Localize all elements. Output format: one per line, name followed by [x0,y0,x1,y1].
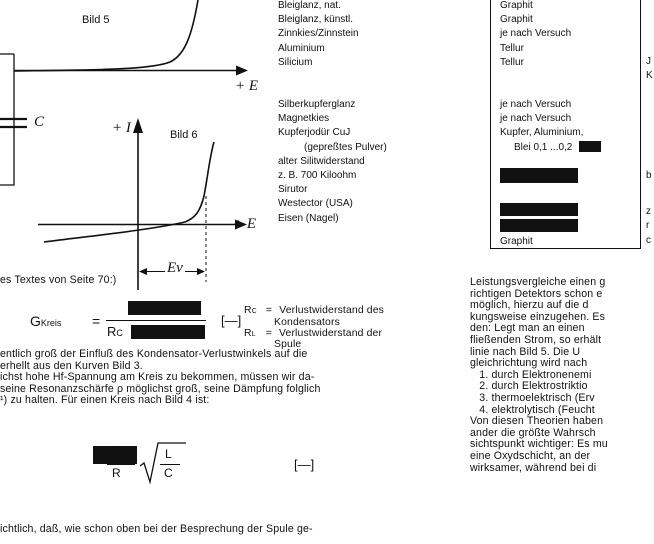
redaction-block [500,168,578,183]
counterpart-item: je nach Versuch [500,99,572,110]
paragraph-2 [0,524,313,536]
ev-label: Ev [167,260,183,276]
counterpart-item: je nach Versuch [500,113,572,125]
formula-quality-factor [0,296,273,346]
right-edge-letter: b [646,170,652,181]
right-column [470,277,608,474]
table-bottom-rule [490,248,641,249]
material-item: Magnetkies [278,113,330,125]
intro-line: es Textes von Seite 70:) [0,274,117,286]
material-item: Silicium [278,56,313,68]
table-vertical-rule [490,0,491,248]
material-item: Eisen (Nagel) [278,212,339,224]
formula2-denominator: R [112,466,121,480]
materials-group-2 [278,98,387,226]
capacitor-label: C [34,114,45,130]
bild6-y-arrow [133,118,143,133]
legend-rc-text: Verlustwiderstand des [279,305,384,316]
material-item: Aluminium [278,42,325,54]
redaction-block [579,141,601,152]
text-line: Leistungsvergleiche einen g [470,276,606,288]
counterparts-group-1 [500,0,571,70]
formula-unit: [—] [221,313,242,328]
material-item: Bleiglanz, nat. [278,0,341,11]
bild5-axis-e-label: + E [235,78,259,94]
ev-arrow-left [139,268,147,275]
text-line: richtigen Detektors schon e [470,287,603,300]
text-line: linie nach Bild 5. Die U [470,345,581,358]
right-edge-letter: K [646,70,653,81]
bild5-label: Bild 5 [82,14,110,26]
formula2-sqrt-denominator: C [164,466,173,480]
table-vertical-rule [640,0,641,248]
legend-rl-symbol: R [244,327,252,339]
right-edge-letter: c [646,235,651,246]
text-line: eine Oxydschicht, an der [470,449,591,462]
legend-rl-text: Verlustwiderstand der [279,327,383,339]
material-item: (gepreßtes Pulver) [304,141,387,153]
paragraph-1 [0,349,321,407]
bild6-curve [44,142,214,242]
legend-rl-text: Spule [274,339,302,351]
sqrt-sign-icon [138,440,188,486]
text-line: entlich groß der Einfluß des Kondensator-Verlustwinkels auf die [0,348,308,360]
formula-equals: = [92,313,101,329]
counterpart-item: Tellur [500,56,524,68]
text-line: erhellt aus den Kurven Bild 3. [0,359,143,372]
material-item: Silberkupferglanz [278,99,356,110]
redaction-block [500,203,578,216]
material-item: Zinnkies/Zinnstein [278,28,359,40]
right-edge-letter: r [646,220,650,231]
text-line: sichtspunkt wichtiger: Es mu [470,438,608,451]
bild5-x-arrow [236,66,248,76]
ev-arrow-right [197,268,205,275]
counterpart-item-row [500,141,601,155]
material-item: Westector (USA) [278,198,353,210]
text-line: ichst hohe Hf-Spannung am Kreis zu bekommen, müssen wir da- [0,371,315,384]
legend-rl-row [244,329,384,341]
formula-r-sub: C [116,328,123,338]
material-item: alter Silitwiderstand [278,155,365,167]
formula2-unit: [—] [294,457,315,472]
counterpart-item: Tellur [500,42,524,54]
bild6-label: Bild 6 [170,129,198,141]
counterpart-last: Graphit [500,236,533,247]
counterpart-item: Graphit [500,14,533,26]
text-line: möglich, hierzu auf die d [470,299,589,312]
legend-rc-eq: = [265,305,273,316]
material-item: Sirutor [278,184,308,196]
bild6-axis-i-label: + I [112,120,131,136]
formula-r: R [107,324,117,339]
right-edge-letter: z [646,206,651,217]
counterpart-item: Blei 0,1 ...0,2 [514,141,573,153]
material-item: Bleiglanz, künstl. [278,14,354,26]
formula-lhs [30,313,61,329]
legend-rl-sub: L [251,330,256,338]
text-line: seine Resonanzschärfe ρ möglichst groß, seine Dämpfung folglich [0,382,321,395]
materials-group-1 [278,0,359,70]
right-edge-letter: J [646,56,651,67]
formula2-numerator: 1 [112,445,118,456]
counterparts-group-2 [500,98,601,155]
text-line: fließenden Strom, so erhält [470,333,602,346]
text-line: ander die größte Wahrsch [470,426,596,439]
text-line: Von diesen Theorien haben [470,415,604,428]
text-line: gleichrichtung wird nach [470,357,588,370]
formula2-sqrt-numerator: L [165,447,172,461]
fraction-bar [106,320,206,321]
formula-sqrt [0,440,400,490]
material-item: z. B. 700 Kiloohm [278,170,357,182]
text-line: ¹) zu halten. Für einen Kreis nach Bild 4 ist: [0,394,210,407]
text-line: 3. thermoelektrisch (Erv [470,391,595,404]
text-line: kungsweise einzugehen. Es [470,310,606,323]
legend-rc-sub: C [251,308,257,315]
material-item: Kupferjodür CuJ [278,127,351,139]
redaction-block [131,325,205,339]
text-line: ichtlich, daß, wie schon oben bei der Besprechung der Spule ge- [0,523,313,535]
formula-g-sub: Kreis [40,318,62,328]
legend-rc-symbol: R [244,305,252,316]
counterpart-item: je nach Versuch [500,28,572,40]
text-line: 1. durch Elektronenemi [470,368,592,381]
bild6-axis-e-label: + E [233,216,257,232]
text-line: 2. durch Elektrostriktio [470,380,588,393]
bild5-curve [14,0,198,71]
figure-diagram [0,0,270,290]
counterpart-item: Graphit [500,0,533,11]
redaction-block [128,301,201,315]
formula-denominator [107,324,123,339]
counterpart-item: Kupfer, Aluminium, [500,127,584,139]
formula-legend [244,306,384,351]
legend-rl-eq: = [265,327,272,339]
text-line: den: Legt man an einen [470,322,585,335]
text-line: 4. elektrolytisch (Feucht [470,403,595,416]
formula-g: G [30,313,41,329]
redaction-block [500,219,578,232]
text-line: wirksamer, während bei di [470,461,597,474]
legend-rc-text: Kondensators [274,316,340,328]
